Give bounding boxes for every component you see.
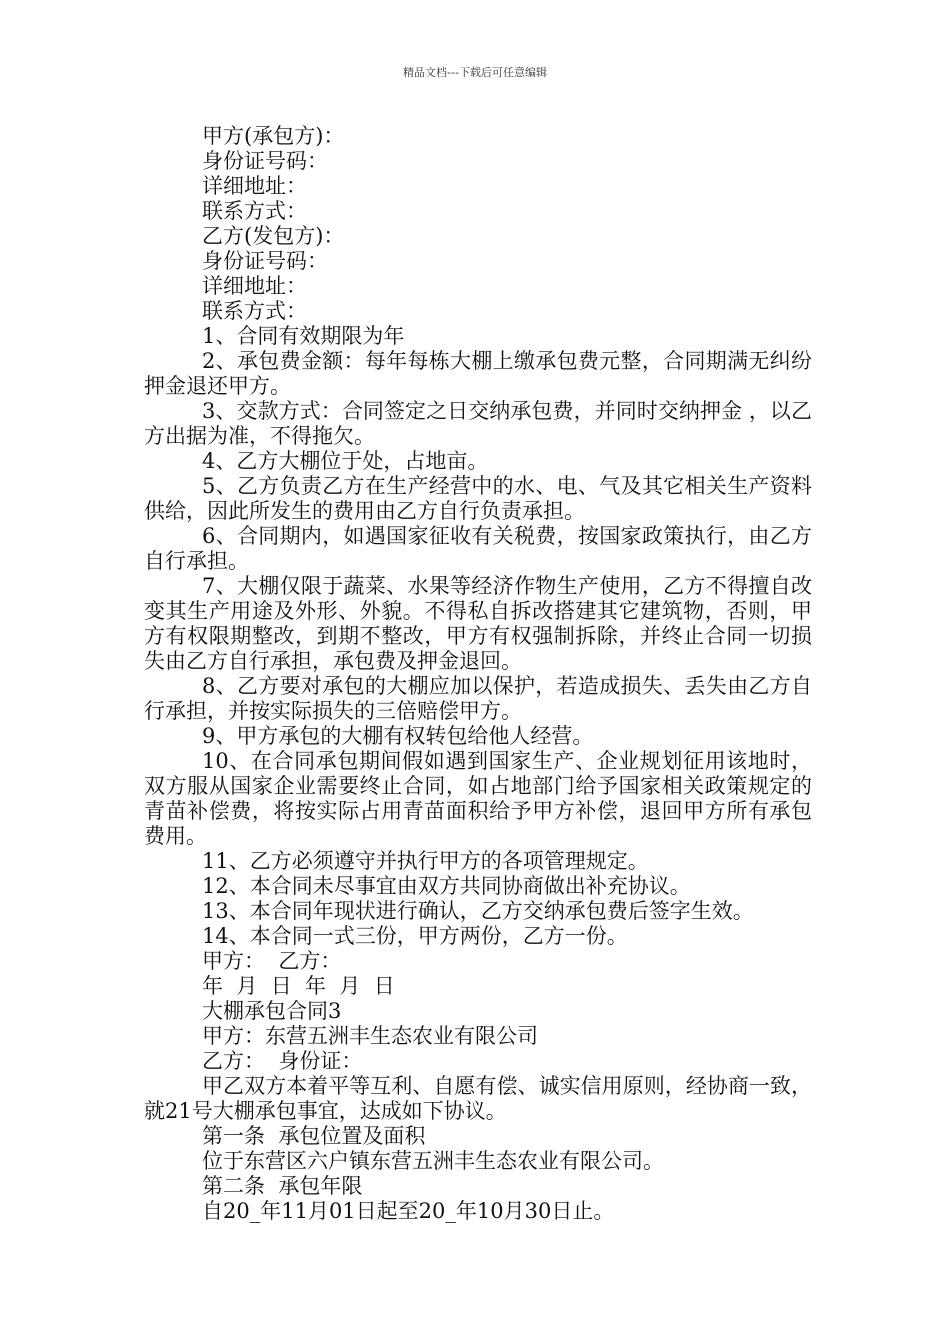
clause-3: 3、交款方式：合同签定之日交纳承包费，并同时交纳押金 ，以乙方出据为准，不得拖欠。 — [144, 399, 812, 448]
clause-11: 11、乙方必须遵守并执行甲方的各项管理规定。 — [202, 849, 649, 873]
article-2-title: 第二条 承包年限 — [202, 1174, 363, 1198]
party-b-contact: 联系方式： — [202, 299, 307, 323]
clause-6: 6、合同期内，如遇国家征收有关税费，按国家政策执行，由乙方自行承担。 — [144, 524, 812, 573]
party-b-id: 身份证号码： — [202, 249, 328, 273]
document-body — [144, 124, 812, 1224]
contract3-preamble: 甲乙双方本着平等互利、自愿有偿、诚实信用原则，经协商一致，就21号大棚承包事宜，达成如下协议。 — [144, 1074, 812, 1123]
clause-7: 7、大棚仅限于蔬菜、水果等经济作物生产使用，乙方不得擅自改变其生产用途及外形、外貌。不得私自拆改搭建其它建筑物，否则，甲方有权限期整改，到期不整改，甲方有权强制拆除，并终止合同一切损失由乙方自行承担，承包费及押金退回。 — [144, 574, 812, 673]
article-1-text: 位于东营区六户镇东营五洲丰生态农业有限公司。 — [202, 1149, 664, 1173]
party-a-label: 甲方(承包方)： — [202, 124, 345, 148]
party-a-contact: 联系方式： — [202, 199, 307, 223]
clause-4: 4、乙方大棚位于处，占地亩。 — [202, 449, 489, 473]
party-a-address: 详细地址： — [202, 174, 307, 198]
clause-1: 1、合同有效期限为年 — [202, 324, 405, 348]
party-b-address: 详细地址： — [202, 274, 307, 298]
contract3-title: 大棚承包合同3 — [202, 999, 342, 1023]
article-2-text: 自20_年11月01日起至20_年10月30日止。 — [202, 1199, 615, 1223]
clause-8: 8、乙方要对承包的大棚应加以保护，若造成损失、丢失由乙方自行承担，并按实际损失的三倍赔偿甲方。 — [144, 674, 812, 723]
page-header: 精品文档---下载后可任意编辑 — [403, 66, 547, 79]
contract3-party-b: 乙方： 身份证： — [202, 1049, 363, 1073]
clause-10: 10、在合同承包期间假如遇到国家生产、企业规划征用该地时，双方服从国家企业需要终止合同，如占地部门给予国家相关政策规定的青苗补偿费，将按实际占用青苗面积给予甲方补偿，退回甲方所有承包费用。 — [144, 749, 812, 848]
article-1-title: 第一条 承包位置及面积 — [202, 1124, 426, 1148]
contract3-party-a: 甲方：东营五洲丰生态农业有限公司 — [202, 1024, 538, 1048]
signature-parties: 甲方： 乙方： — [202, 949, 342, 973]
clause-2: 2、承包费金额：每年每栋大棚上缴承包费元整，合同期满无纠纷押金退还甲方。 — [144, 349, 812, 398]
party-b-label: 乙方(发包方)： — [202, 224, 345, 248]
clause-9: 9、甲方承包的大棚有权转包给他人经营。 — [202, 724, 594, 748]
clause-5: 5、乙方负责乙方在生产经营中的水、电、气及其它相关生产资料供给，因此所发生的费用由乙方自行负责承担。 — [144, 474, 812, 523]
clause-12: 12、本合同未尽事宜由双方共同协商做出补充协议。 — [202, 874, 691, 898]
signature-date: 年 月 日 年 月 日 — [202, 974, 395, 998]
party-a-id: 身份证号码： — [202, 149, 328, 173]
clause-13: 13、本合同年现状进行确认，乙方交纳承包费后签字生效。 — [202, 899, 754, 923]
clause-14: 14、本合同一式三份，甲方两份，乙方一份。 — [202, 924, 628, 948]
